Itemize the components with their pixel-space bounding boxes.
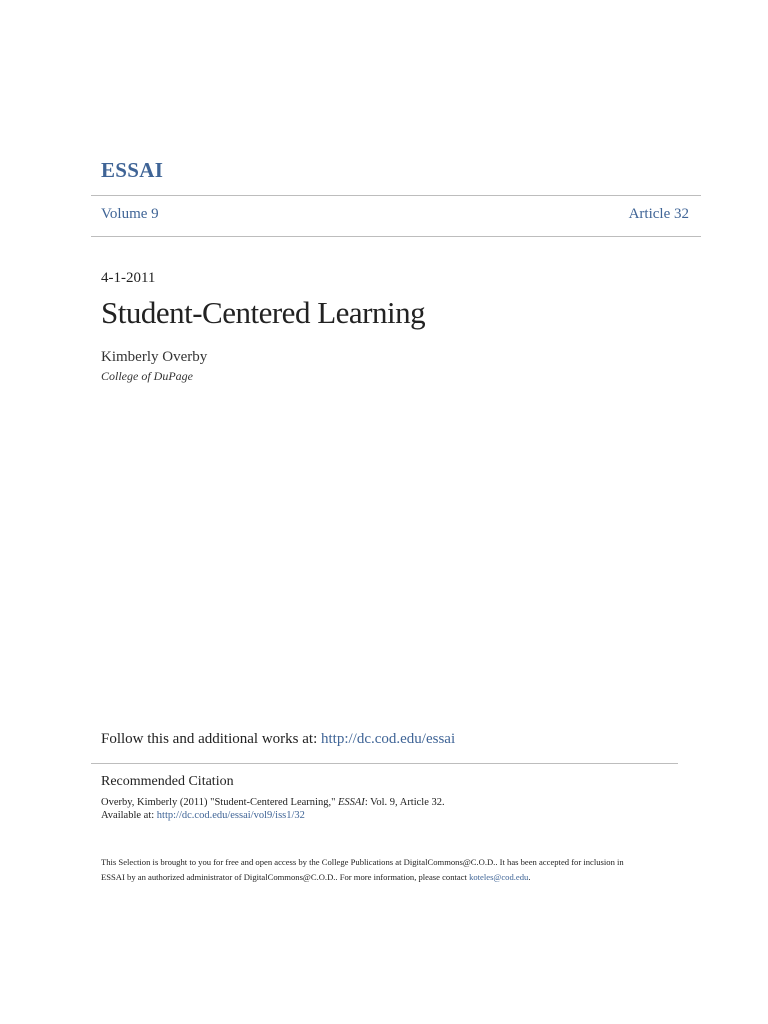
footer-text: ESSAI by an authorized administrator of DigitalCommons@C.O.D.. For more information, please contact [101,872,470,882]
volume-link[interactable]: Volume 9 [101,206,159,222]
footer-period: . [528,872,531,882]
publication-date: 4-1-2011 [101,270,156,286]
article-title: Student-Centered Learning [101,295,426,330]
contact-email-link[interactable]: koteles@cod.edu [469,872,529,882]
follow-link[interactable]: http://dc.cod.edu/essai [320,731,456,747]
footer-note-line-2 [101,872,681,882]
citation-volume: : Vol. 9, Article 32. [364,797,445,808]
citation-journal: ESSAI [337,797,365,808]
author-affiliation: College of DuPage [101,369,193,383]
journal-title[interactable]: ESSAI [101,158,164,182]
article-link[interactable]: Article 32 [628,206,689,222]
availability-label: Available at: [101,810,157,821]
citation-link[interactable]: http://dc.cod.edu/essai/vol9/iss1/32 [156,810,305,821]
author-name: Kimberly Overby [101,349,208,365]
header-divider-top [91,195,701,196]
footer-note-line-1: This Selection is brought to you for free and open access by the College Publications at DigitalCommons@C.O.D.. It has been accepted for inclusion in [101,857,624,867]
citation-heading: Recommended Citation [101,774,234,789]
citation-text: Overby, Kimberly (2011) "Student-Centered Learning," [101,797,338,808]
header-divider-bottom [91,236,701,237]
citation-divider [91,763,678,764]
follow-text: Follow this and additional works at: [101,731,321,747]
follow-line [101,731,455,748]
citation-line [101,797,445,808]
citation-availability [101,810,305,821]
